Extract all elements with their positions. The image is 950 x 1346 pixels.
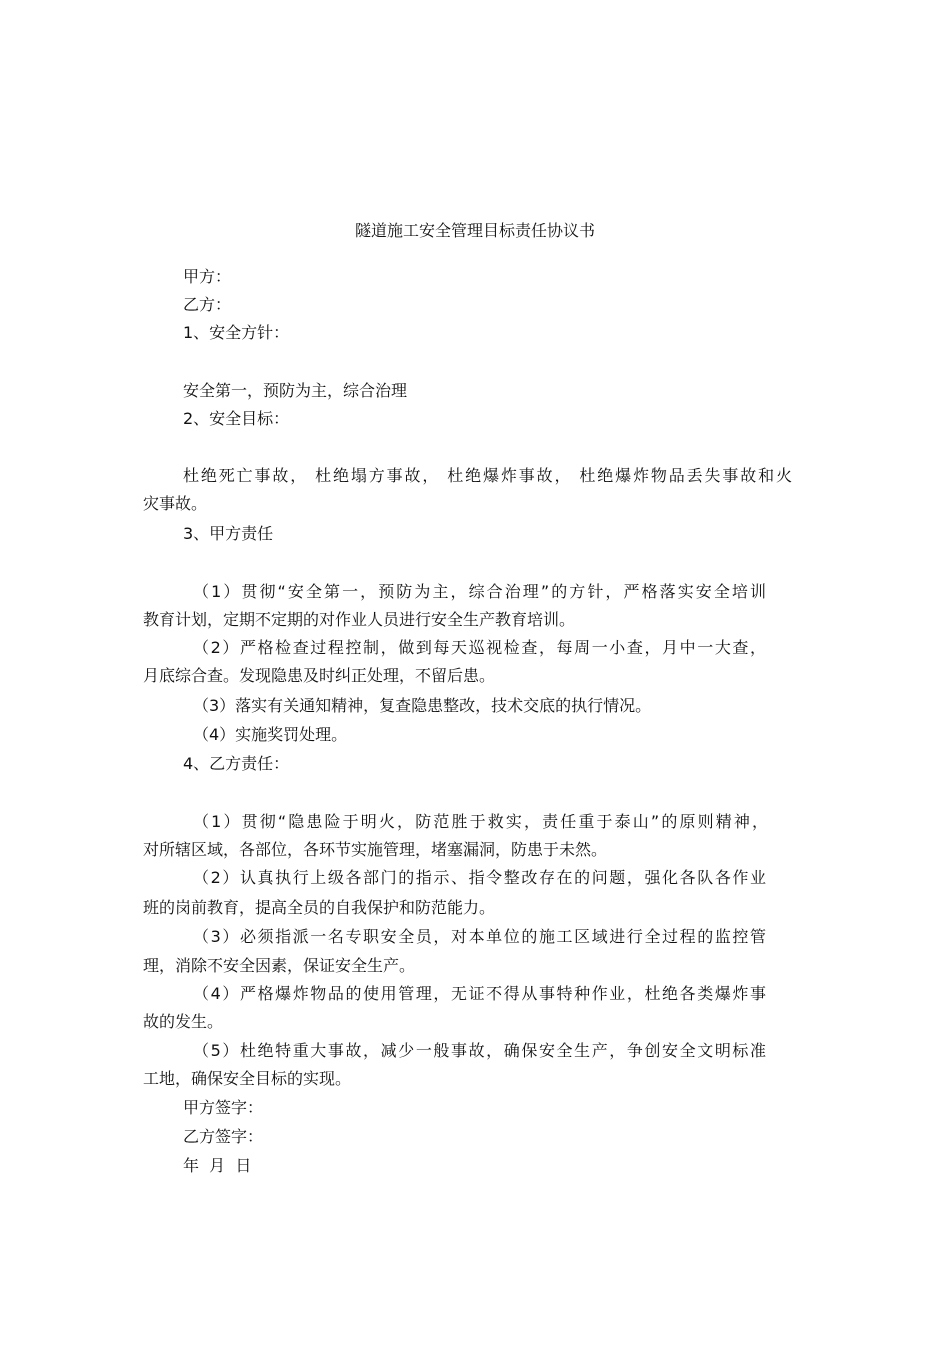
section4-item4-line1: （4）严格爆炸物品的使用管理，无证不得从事特种作业，杜绝各类爆炸事 bbox=[193, 984, 766, 1003]
document-title: 隧道施工安全管理目标责任协议书 bbox=[354, 221, 595, 240]
section3-item1-line1: （1）贯彻“安全第一，预防为主，综合治理”的方针，严格落实安全培训 bbox=[193, 582, 766, 601]
section4-item3-line2: 理，消除不安全因素，保证安全生产。 bbox=[143, 956, 416, 975]
section4-item3-line1: （3）必须指派一名专职安全员，对本单位的施工区域进行全过程的监控管 bbox=[193, 927, 766, 946]
section1-heading: 1、安全方针： bbox=[183, 323, 290, 342]
section2-text-line2: 灾事故。 bbox=[143, 494, 208, 513]
section3-item2-line1: （2）严格检查过程控制，做到每天巡视检查，每周一小查，月中一大查， bbox=[193, 638, 766, 657]
section3-item4-line1: （4）实施奖罚处理。 bbox=[193, 725, 348, 744]
party-b-label: 乙方： bbox=[183, 295, 232, 314]
section3-item3-line1: （3）落实有关通知精神，复查隐患整改，技术交底的执行情况。 bbox=[193, 696, 652, 715]
section4-heading: 4、乙方责任： bbox=[183, 754, 290, 773]
date-label: 年 月 日 bbox=[183, 1156, 252, 1175]
section2-heading: 2、安全目标： bbox=[183, 409, 290, 428]
section2-text-line1: 杜绝死亡事故， 杜绝塌方事故， 杜绝爆炸事故， 杜绝爆炸物品丢失事故和火 bbox=[183, 466, 792, 485]
section3-item1-line2: 教育计划，定期不定期的对作业人员进行安全生产教育培训。 bbox=[143, 610, 576, 629]
section4-item2-line2: 班的岗前教育，提高全员的自我保护和防范能力。 bbox=[143, 898, 496, 917]
signature-a-label: 甲方签字： bbox=[183, 1098, 264, 1117]
section4-item1-line2: 对所辖区域，各部位，各环节实施管理，堵塞漏洞，防患于未然。 bbox=[143, 840, 608, 859]
signature-b-label: 乙方签字： bbox=[183, 1127, 264, 1146]
section4-item5-line1: （5）杜绝特重大事故，减少一般事故，确保安全生产，争创安全文明标准 bbox=[193, 1041, 766, 1060]
section3-item2-line2: 月底综合查。发现隐患及时纠正处理，不留后患。 bbox=[143, 666, 496, 685]
section4-item1-line1: （1）贯彻“隐患险于明火，防范胜于救实，责任重于泰山”的原则精神， bbox=[193, 812, 768, 831]
section1-text: 安全第一，预防为主，综合治理 bbox=[183, 381, 408, 400]
section3-heading: 3、甲方责任 bbox=[183, 524, 274, 543]
party-a-label: 甲方： bbox=[183, 267, 232, 286]
section4-item2-line1: （2）认真执行上级各部门的指示、指令整改存在的问题，强化各队各作业 bbox=[193, 868, 766, 887]
section4-item4-line2: 故的发生。 bbox=[143, 1012, 224, 1031]
section4-item5-line2: 工地，确保安全目标的实现。 bbox=[143, 1069, 352, 1088]
